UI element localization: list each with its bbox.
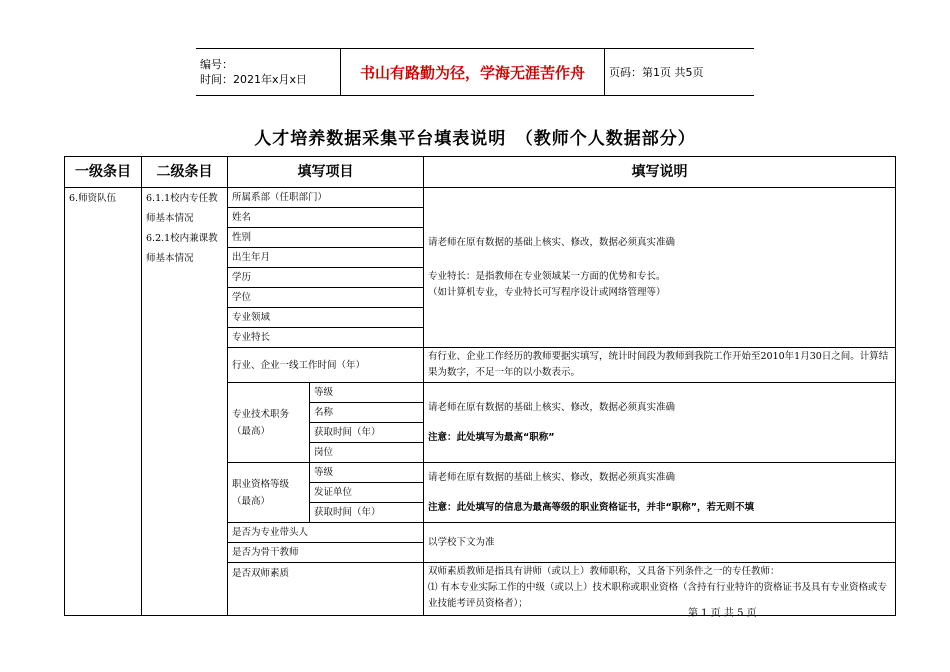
description-cell bbox=[424, 188, 896, 348]
description-cell: 有行业、企业工作经历的教师要据实填写，统计时间段为教师到我院工作开始至2010年1月30日之间。计算结果为数字，不足一年的以小数表示。 bbox=[424, 348, 896, 383]
description-line: 请老师在原有数据的基础上核实、修改，数据必须真实准确 bbox=[428, 236, 676, 248]
level2-cell bbox=[142, 188, 228, 616]
description-line: 请老师在原有数据的基础上核实、修改，数据必须真实准确 bbox=[428, 401, 676, 413]
number-label: 编号： bbox=[200, 58, 233, 71]
page-footer: 第 1 页 共 5 页 bbox=[688, 608, 757, 619]
description-cell bbox=[424, 463, 896, 523]
item-group-cell: 专业技术职务（最高） bbox=[228, 383, 310, 463]
page-header bbox=[196, 48, 754, 96]
level2-item: 6.2.1校内兼课教师基本情况 bbox=[146, 233, 218, 264]
description-note: 注意：此处填写为最高“职称” bbox=[428, 431, 555, 443]
header-level2: 二级条目 bbox=[142, 157, 228, 188]
time-label: 时间：2021年x月x日 bbox=[200, 73, 308, 86]
item-cell: 所属系部（任职部门） bbox=[228, 188, 424, 208]
level1-cell: 6.师资队伍 bbox=[65, 188, 142, 616]
item-group-cell: 职业资格等级（最高） bbox=[228, 463, 310, 523]
subitem-cell: 获取时间（年） bbox=[310, 503, 424, 523]
description-line: （如计算机专业，专业特长可写程序设计或网络管理等） bbox=[428, 286, 666, 298]
subitem-cell: 名称 bbox=[310, 403, 424, 423]
header-motto: 书山有路勤为径，学海无涯苦作舟 bbox=[341, 49, 605, 96]
description-cell: 以学校下文为准 bbox=[424, 523, 896, 563]
item-cell: 出生年月 bbox=[228, 248, 424, 268]
subitem-cell: 获取时间（年） bbox=[310, 423, 424, 443]
subitem-cell: 等级 bbox=[310, 383, 424, 403]
subitem-cell: 岗位 bbox=[310, 443, 424, 463]
item-cell: 是否为骨干教师 bbox=[228, 543, 424, 563]
item-cell: 性别 bbox=[228, 228, 424, 248]
header-item: 填写项目 bbox=[228, 157, 424, 188]
item-cell: 行业、企业一线工作时间（年） bbox=[228, 348, 424, 383]
description-line: ⑴ 有本专业实际工作的中级（或以上）技术职称或职业资格（含持有行业特许的资格证书及具有专业资格或专业技能考评员资格者）； bbox=[428, 582, 888, 609]
subitem-cell: 发证单位 bbox=[310, 483, 424, 503]
description-line: 请老师在原有数据的基础上核实、修改，数据必须真实准确 bbox=[428, 471, 676, 483]
header-page-code: 页码：第1页 共5页 bbox=[605, 49, 755, 96]
header-level1: 一级条目 bbox=[65, 157, 142, 188]
level2-item: 6.1.1校内专任教师基本情况 bbox=[146, 193, 218, 224]
description-line: 专业特长：是指教师在专业领域某一方面的优势和专长。 bbox=[428, 270, 666, 282]
subitem-cell: 等级 bbox=[310, 463, 424, 483]
document-title: 人才培养数据采集平台填表说明 （教师个人数据部分） bbox=[254, 129, 696, 149]
header-description: 填写说明 bbox=[424, 157, 896, 188]
instruction-table bbox=[64, 156, 896, 616]
item-cell: 是否双师素质 bbox=[228, 563, 424, 616]
item-cell: 专业特长 bbox=[228, 328, 424, 348]
item-cell: 学位 bbox=[228, 288, 424, 308]
item-cell: 学历 bbox=[228, 268, 424, 288]
item-cell: 姓名 bbox=[228, 208, 424, 228]
description-note: 注意：此处填写的信息为最高等级的职业资格证书，并非“职称”，若无则不填 bbox=[428, 501, 754, 513]
item-cell: 是否为专业带头人 bbox=[228, 523, 424, 543]
description-cell bbox=[424, 383, 896, 463]
table-header-row bbox=[65, 157, 896, 188]
description-line: 双师素质教师是指具有讲师（或以上）教师职称，又具备下列条件之一的专任教师： bbox=[428, 566, 780, 577]
description-cell bbox=[424, 563, 896, 616]
item-cell: 专业领域 bbox=[228, 308, 424, 328]
table-row bbox=[65, 188, 896, 208]
header-meta bbox=[196, 49, 341, 96]
